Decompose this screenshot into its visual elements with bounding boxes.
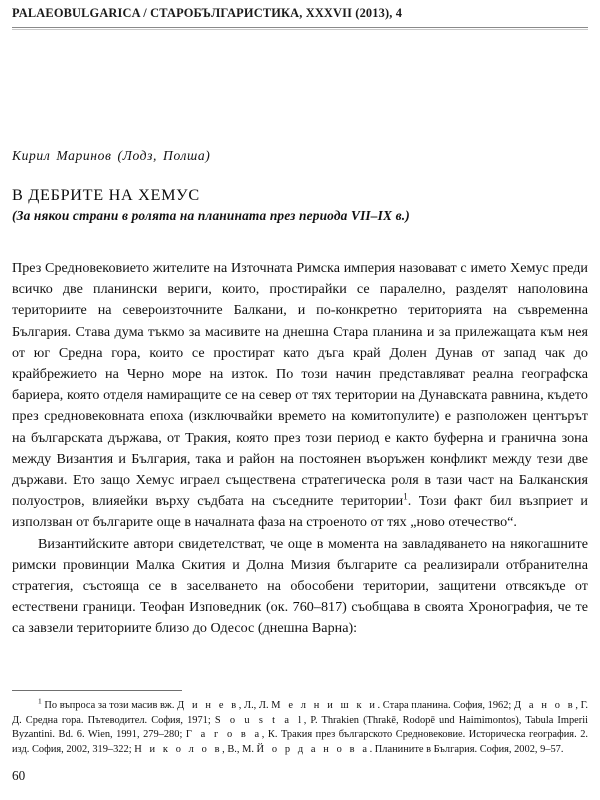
body-text (12, 258, 588, 640)
footnote-author-name: М е л н и ш к и (271, 700, 378, 711)
page-number: 60 (12, 768, 26, 783)
paragraph-1-text-b: . Този факт бил възприет и използван от българите още в началната фаза на строеното от тях „ново отечество“. (12, 493, 588, 531)
footnote-author-name: Й о р д а н о в а (256, 743, 370, 755)
author-byline: Кирил Маринов (Лодз, Полша) (12, 148, 211, 163)
footnote-reference-1[interactable]: 1 (403, 491, 408, 502)
footnote-author-name: Н и к о л о в (134, 743, 223, 755)
footnote-text-segment: . Стара планина. София, 1962; (377, 700, 514, 711)
paragraph-2: Византийските автори свидетелстват, че още в момента на завладяването на някогашните римски провинции Малка Скития и Долна Мизия българите са реализирали отбранителна стратегия, състояща се в заселването на обособени територии, защитени отвсякъде от естествени граници. Теофан Изповедник (ок. 760–817) съобщава в своята Хронография, че те са завзели териториите близо до Одесос (днешна Варна): (12, 535, 588, 637)
article-subtitle: (За някои страни в ролята на планината през периода VII–IX в.) (12, 208, 410, 223)
footnote-author-name: Д а н о в (513, 700, 576, 711)
footnote-area (12, 696, 589, 757)
page-title: В ДЕБРИТЕ НА ХЕМУС (12, 186, 200, 204)
footnote-text-segment: , Л., Л. (238, 700, 272, 711)
running-head-text: PALAEOBULGARICA / СТАРОБЪЛГАРИСТИКА, XXXVII (2013), 4 (12, 6, 403, 20)
footnote-1-marker: 1 (38, 696, 42, 706)
header-divider-rule-shadow (12, 29, 588, 30)
footnote-text-segment: , Г. Д. Средна гора. Пътеводител. София, 1971; (12, 700, 589, 726)
footnote-text-segment: . Планините в България. София, 2002, 9–57. (369, 743, 564, 755)
footnote-author-name: Г а г о в а (185, 729, 262, 741)
paragraph-1 (12, 258, 588, 534)
footnote-text-segment: , К. Тракия през българското Средновековие. Историческа география. 2. изд. София, 2002, 319–322; (12, 729, 589, 755)
running-head (12, 6, 588, 21)
footnote-text-segment: , В., М. (222, 743, 257, 755)
paragraph-1-text-a: През Средновековието жителите на Източната Римска империя назовават с името Хемус преди всичко две планински вериги, които, простирайки се паралелно, разделят наполовина териториите на североизточните Балкани, и по-конкретно територията на съвременна България. Става дума тъкмо за масивите на днешна Стара планина и за прилежащата към нея от юг Средна гора, които се простират като дъга край Долен Дунав от запад чак до крайбрежието на Черно море на изток. По този начин представляват реална географска бариера, която отделя намиращите се на север от тях територии на Дунавската равнина, където през средновековната епоха (изключвайки времето на комитопулите) е разположен центърът на българската държава, от Тракия, която през този период е както буферна и гранична зона между Византия и България, така и район на постоянен въоръжен конфликт между тези две държави. Ето защо Хемус играел съществена стратегическа роля в тази част на Балканския полуостров, влияейки върху съдбата на съседните територии (12, 260, 588, 510)
footnote-1-text (12, 700, 588, 755)
footnote-1 (12, 696, 589, 757)
footnote-separator-rule (12, 690, 182, 691)
footnote-author-name: S o u s t a l (214, 714, 304, 726)
footnote-author-name: Д и н е в (177, 700, 239, 711)
footnote-text-segment: , P. Thrakien (Thrakē, Rodopē und Haimimontos), Tabula Imperii Byzantini. Bd. 6. Wien, 1991, 279–280; (12, 714, 588, 741)
title-block (12, 186, 588, 224)
footnote-text-segment: По въпроса за този масив вж. (41, 700, 178, 711)
